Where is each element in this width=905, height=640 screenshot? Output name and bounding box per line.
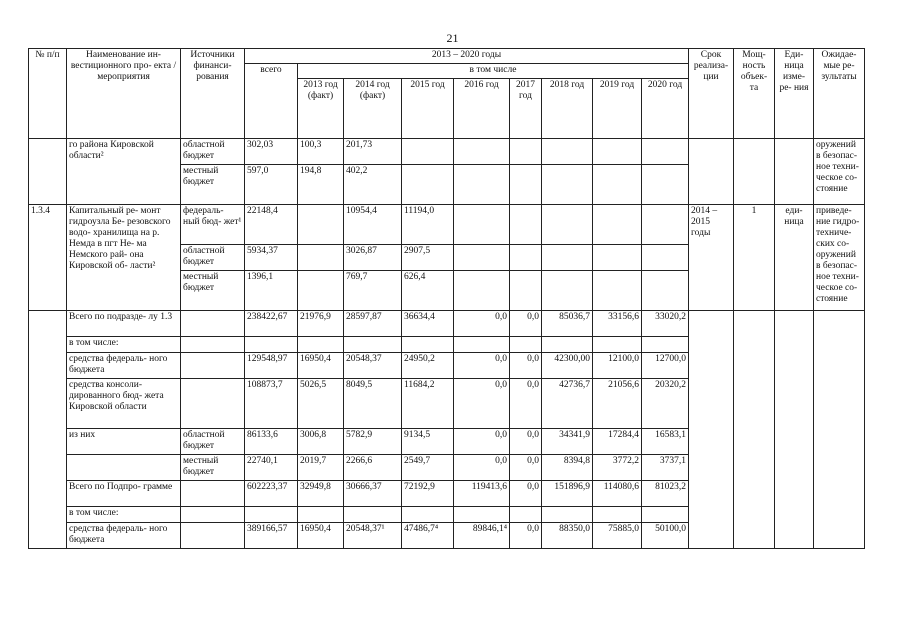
- table-row: 1.3.4 Капитальный ре- монт гидроузла Бе- резовского водо- хранилища на р. Немда в пгт Не- ма Немского рай- она Кировской об- ласти² федераль- ный бюд- жет¹ 22148,4 10954,4 11194,0 2014 – 2015 годы 1 еди- ница приведе- ние гидро- техниче- ских со- оружений в безопас- ное техни- ческое со- стояние: [29, 205, 865, 245]
- table-row: из них областной бюджет 86133,6 3006,8 5782,9 9134,5 0,0 0,0 34341,9 17284,4 16583,1: [29, 429, 865, 455]
- header-incl: в том числе: [298, 64, 689, 79]
- header-2017: 2017 год: [510, 79, 542, 139]
- item-term: 2014 – 2015 годы: [689, 205, 734, 311]
- table-row: местный бюджет 1396,1 769,7 626,4: [29, 271, 865, 311]
- table-row: средства федераль- ного бюджета 389166,57 16950,4 20548,37¹ 47486,7⁴ 89846,1⁴ 0,0 88350,0 75885,0 50100,0: [29, 523, 865, 549]
- header-capacity: Мощ- ность объек- та: [734, 49, 775, 139]
- total-row: Всего по Подпро- грамме 602223,37 32949,8 30666,37 72192,9 119413,6 0,0 151896,9 114080,6 81023,2: [29, 481, 865, 507]
- table-row: в том числе:: [29, 507, 865, 523]
- item-result: приведе- ние гидро- техниче- ских со- оружений в безопас- ное техни- ческое со- стояние: [814, 205, 865, 311]
- header-2014: 2014 год (факт): [344, 79, 402, 139]
- item-unit: еди- ница: [775, 205, 814, 311]
- cont-name: го района Кировской области²: [67, 139, 181, 205]
- investment-table: [28, 48, 865, 549]
- table-row: средства консоли- дированного бюд- жета Кировской области 108873,7 5026,5 8049,5 11684,2 0,0 0,0 42736,7 21056,6 20320,2: [29, 379, 865, 429]
- header-2018: 2018 год: [542, 79, 593, 139]
- header-2019: 2019 год: [593, 79, 642, 139]
- item-name: Капитальный ре- монт гидроузла Бе- резовского водо- хранилища на р. Немда в пгт Не- ма Немского рай- она Кировской об- ласти²: [67, 205, 181, 311]
- item-capacity: 1: [734, 205, 775, 311]
- header-term: Срок реализа- ции: [689, 49, 734, 139]
- header-2016: 2016 год: [454, 79, 510, 139]
- header-num: № п/п: [29, 49, 67, 139]
- header-unit: Еди- ница изме- ре- ния: [775, 49, 814, 139]
- table-row: областной бюджет 5934,37 3026,87 2907,5: [29, 245, 865, 271]
- table-row: средства федераль- ного бюджета 129548,97 16950,4 20548,37 24950,2 0,0 0,0 42300,00 12100,0 12700,0: [29, 353, 865, 379]
- subtotal-row: Всего по подразде- лу 1.3 238422,67 21976,9 28597,87 36634,4 0,0 0,0 85036,7 33156,6 33020,2: [29, 311, 865, 337]
- header-results: Ожидае- мые ре- зультаты: [814, 49, 865, 139]
- header-period: 2013 – 2020 годы: [245, 49, 689, 64]
- table-row: местный бюджет 22740,1 2019,7 2266,6 2549,7 0,0 0,0 8394,8 3772,2 3737,1: [29, 455, 865, 481]
- page-number: 21: [446, 31, 459, 45]
- table-row: местный бюджет 597,0 194,8 402,2: [29, 165, 865, 205]
- header-2015: 2015 год: [402, 79, 454, 139]
- cont-result: оружений в безопас- ное техни- ческое со- стояние: [814, 139, 865, 205]
- header-2020: 2020 год: [642, 79, 689, 139]
- table-row: в том числе:: [29, 337, 865, 353]
- table-row: го района Кировской области² областной бюджет 302,03 100,3 201,73 оружений в безопас- ное техни- ческое со- стояние: [29, 139, 865, 165]
- header-2013: 2013 год (факт): [298, 79, 344, 139]
- header-name: Наименование ин- вестиционного про- екта / мероприятия: [67, 49, 181, 139]
- header-total: всего: [245, 64, 298, 139]
- header-sources: Источники финанси- рования: [181, 49, 245, 139]
- item-number: 1.3.4: [29, 205, 67, 311]
